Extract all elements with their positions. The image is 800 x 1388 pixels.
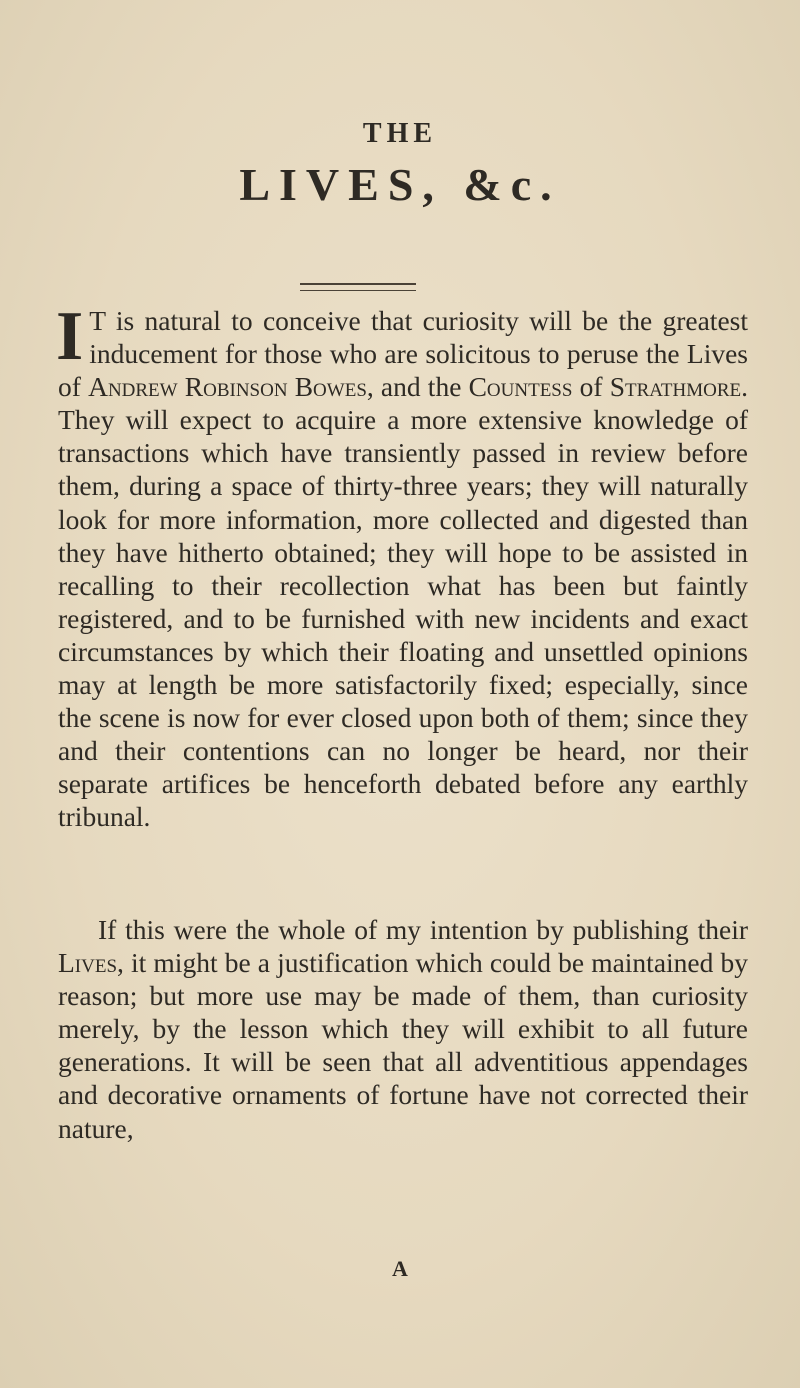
name-bowes: Andrew Robinson Bowes xyxy=(88,371,367,403)
paragraph-1-text: . They will expect to acquire a more extensive knowledge of transactions which have transiently passed in review before them, during a space of thirty-three years; they will naturally look for more information, more collected and digested than they have hitherto obtained; they will hope to be assisted in recalling to their recollection what has been but faintly registered, and to be furnished with new incidents and exact circumstances by which their floating and unsettled opinions may at length be more satisfactorily fixed; especially, since the scene is now for ever closed upon both of them; since they and their contentions can no longer be heard, nor their separate artifices be henceforth debated before any earthly tribunal. xyxy=(58,371,748,833)
signature-mark: A xyxy=(392,1256,408,1281)
drop-cap: I xyxy=(56,298,84,375)
title-rule xyxy=(300,283,416,291)
paragraph-2-text: , it might be a justification which could be maintained by reason; but more use may be made of them, than curiosity merely, by the lesson which they will exhibit to all future generations. It will be seen that all adventitious appendages and decorative ornaments of fortune have not corrected their nature, xyxy=(58,947,748,1144)
paragraph-1-text: , and the xyxy=(366,371,469,403)
paragraph-1-text: T is natural to conceive that curiosity will be the greatest inducement for those who are solicitous to peruse the Lives of xyxy=(58,305,748,403)
paragraph-2 xyxy=(58,913,748,1145)
paragraph-1 xyxy=(56,298,748,834)
paragraph-2-text: If this were the whole of my intention by publishing their xyxy=(98,914,748,945)
paragraph-1-text: of xyxy=(572,371,610,403)
pre-title: THE xyxy=(362,118,438,149)
page-title: LIVES, &c. xyxy=(239,159,561,210)
name-strathmore: Strathmore xyxy=(609,371,742,403)
name-countess: Countess xyxy=(468,371,573,403)
word-lives: Lives xyxy=(58,947,118,979)
